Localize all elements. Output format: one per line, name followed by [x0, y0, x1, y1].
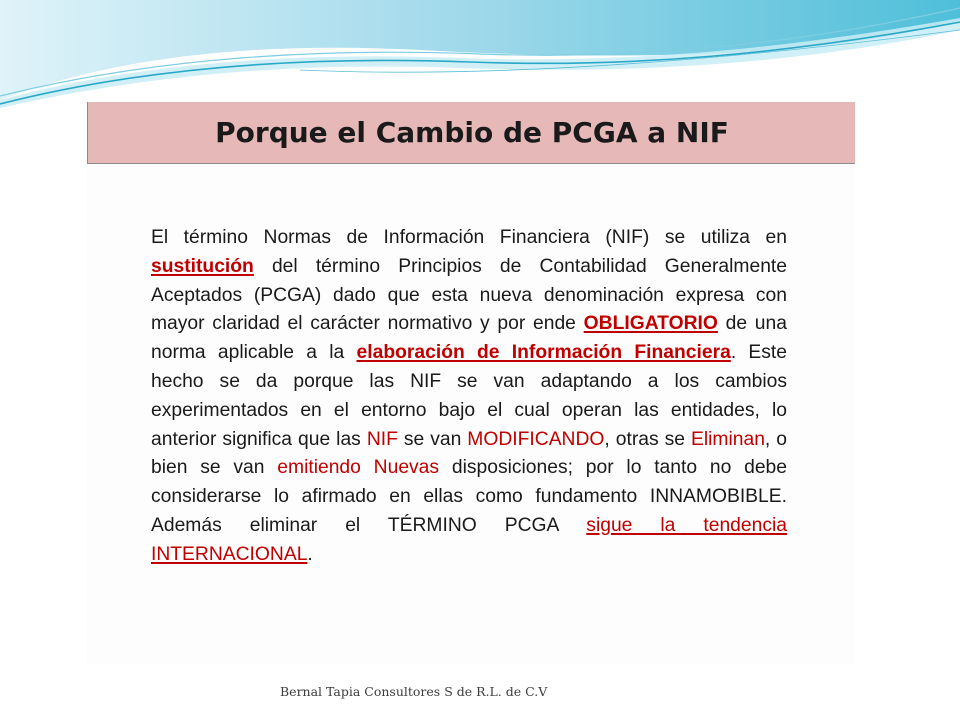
- text-segment: se van: [397, 428, 468, 450]
- footer-company: Bernal Tapia Consultores S de R.L. de C.V: [280, 684, 548, 699]
- body-paragraph: [151, 224, 787, 570]
- text-segment: .: [307, 543, 313, 565]
- highlight-eliminan: Eliminan: [690, 428, 765, 450]
- text-segment: del término Principios de Contabilidad Generalmente Aceptados (PCGA) dado que esta nueva denominación expresa con mayor claridad el carácter normativo y por ende: [151, 255, 787, 335]
- text-segment: disposiciones; por lo tanto no debe considerarse lo afirmado en ellas como fundamento INNAMOBIBLE. Además eliminar el TÉRMINO PCGA: [151, 457, 788, 536]
- text-segment: . Este hecho se da porque las NIF se van adaptando a los cambios experimentados en el entorno bajo el cual operan las entidades, lo anterior significa que las: [151, 342, 788, 450]
- text-segment: de una norma aplicable a la: [151, 313, 787, 364]
- text-segment: El término Normas de Información Financiera (NIF) se utiliza en: [151, 227, 787, 248]
- slide-title: Porque el Cambio de PCGA a NIF: [215, 116, 729, 149]
- text-segment: , otras se: [604, 428, 691, 450]
- title-banner: [87, 102, 855, 164]
- highlight-sustitucion: sustitución: [151, 255, 254, 277]
- highlight-modificando: MODIFICANDO: [467, 428, 605, 450]
- highlight-elaboracion: elaboración de Información Financiera: [356, 342, 731, 364]
- highlight-tendencia-internacional: sigue la tendencia INTERNACIONAL: [151, 514, 787, 565]
- highlight-emitiendo-nuevas: emitiendo Nuevas: [277, 457, 440, 479]
- text-segment: , o bien se van: [151, 428, 787, 479]
- highlight-obligatorio: OBLIGATORIO: [583, 313, 718, 335]
- highlight-nif: NIF: [366, 428, 398, 450]
